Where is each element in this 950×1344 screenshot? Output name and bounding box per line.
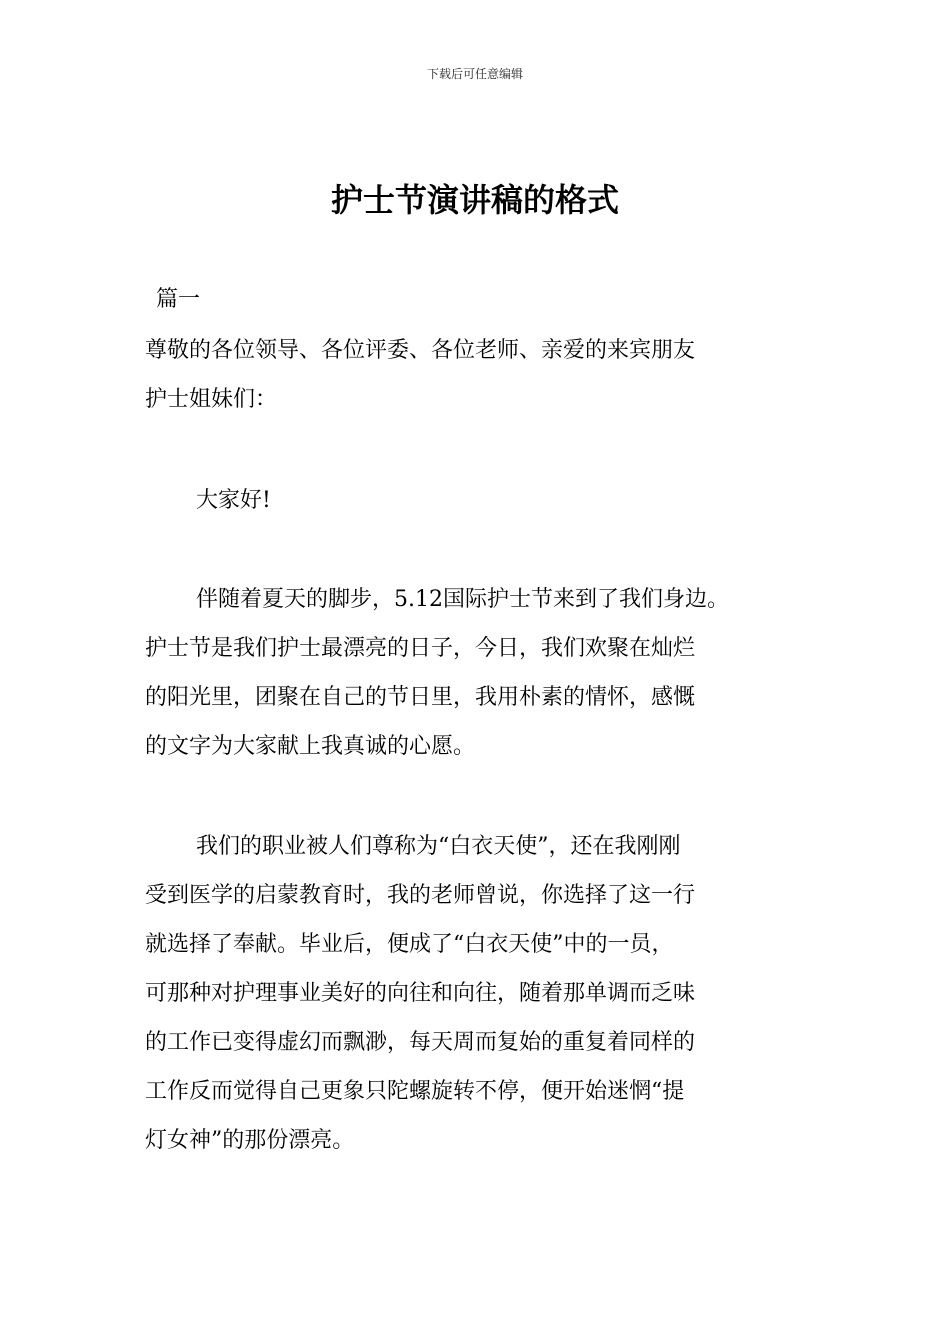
salutation-line: 尊敬的各位领导、各位评委、各位老师、亲爱的来宾朋友 (145, 338, 696, 363)
paragraph-2 (145, 822, 815, 1165)
greeting-line: 大家好! (196, 488, 271, 513)
paragraph-line: 受到医学的启蒙教育时，我的老师曾说，你选择了这一行 (145, 883, 696, 908)
paragraph-line: 我们的职业被人们尊称为“白衣天使”，还在我刚刚 (196, 834, 681, 859)
paragraph-line: 可那种对护理事业美好的向往和向往，随着那单调而乏味 (145, 981, 696, 1006)
header-note: 下载后可任意编辑 (426, 67, 523, 81)
paragraph-line: 的阳光里，团聚在自己的节日里，我用朴素的情怀，感慨 (145, 685, 696, 710)
paragraph-line: 就选择了奉献。毕业后，便成了“白衣天使”中的一员， (145, 932, 674, 957)
paragraph-line: 的工作已变得虚幻而飘渺，每天周而复始的重复着同样的 (145, 1030, 696, 1055)
paragraph-line: 的文字为大家献上我真诚的心愿。 (145, 734, 476, 759)
document-title: 护士节演讲稿的格式 (330, 181, 619, 219)
paragraph-line: 伴随着夏天的脚步，5.12国际护士节来到了我们身边。 (196, 587, 729, 612)
salutation-line: 护士姐妹们： (145, 387, 278, 412)
paragraph-line: 工作反而觉得自己更象只陀螺旋转不停，便开始迷惘“提 (145, 1079, 685, 1104)
salutation (145, 326, 815, 424)
paragraph-1 (145, 575, 815, 771)
greeting (145, 476, 815, 525)
section-label: 篇一 (156, 287, 201, 312)
paragraph-line: 护士节是我们护士最漂亮的日子，今日，我们欢聚在灿烂 (145, 636, 696, 661)
paragraph-line: 灯女神”的那份漂亮。 (145, 1128, 355, 1153)
